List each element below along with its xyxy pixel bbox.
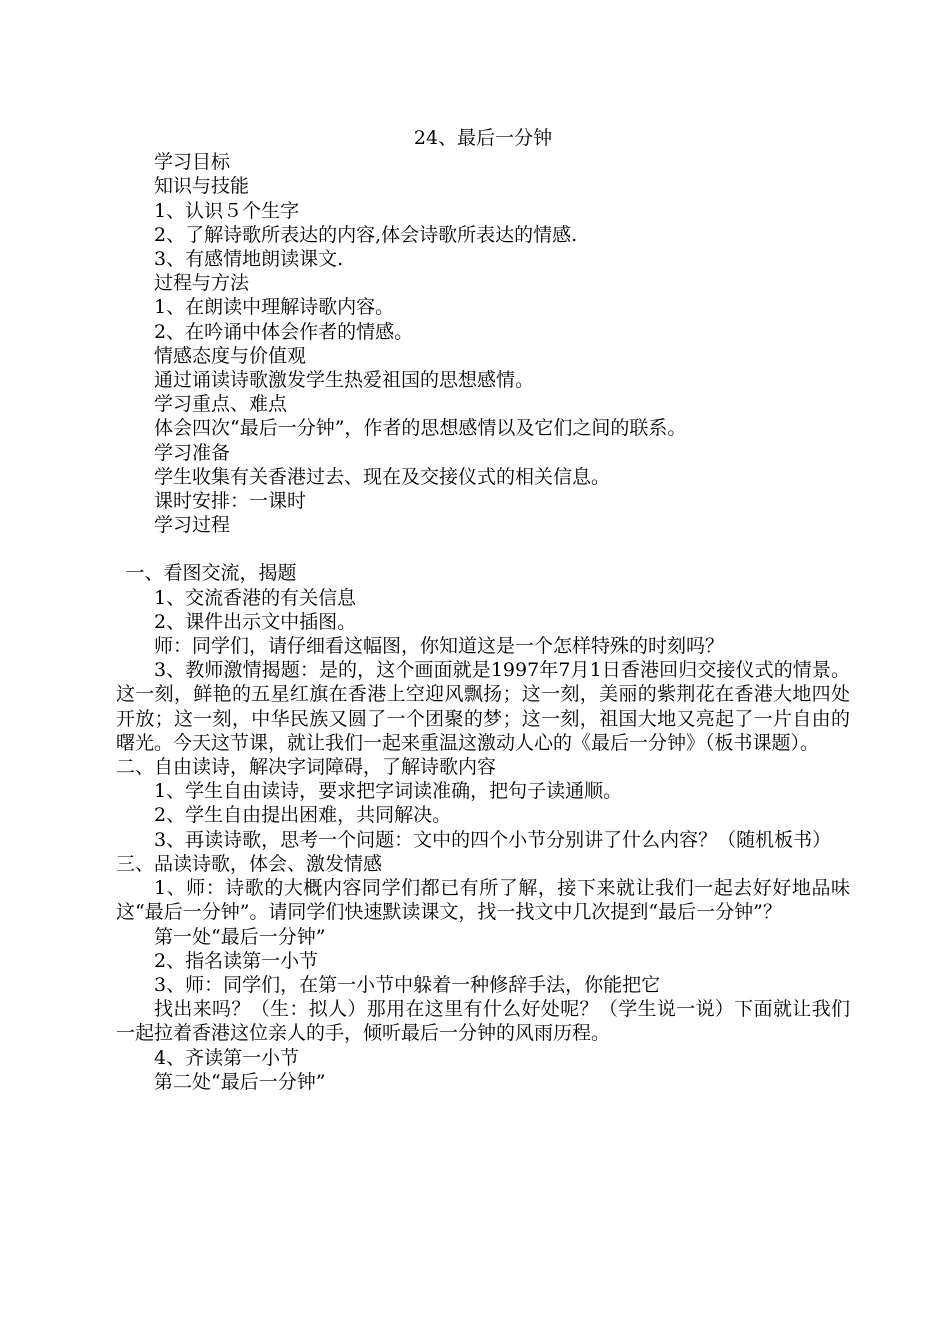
paragraph: 1、在朗读中理解诗歌内容。 [154, 296, 395, 319]
paragraph: 2、指名读第一小节 [154, 949, 319, 972]
paragraph: 学习过程 [154, 514, 231, 537]
paragraph: 1、师：诗歌的大概内容同学们都已有所了解，接下来就让我们一起去好好地品味这“最后一分钟”。请同学们快速默读课文，找一找文中几次提到“最后一分钟”？ [116, 877, 850, 924]
paragraph: 第二处“最后一分钟” [154, 1070, 326, 1093]
paragraph: 3、教师激情揭题：是的，这个画面就是1997年7月1日香港回归交接仪式的情景。这一刻，鲜艳的五星红旗在香港上空迎风飘扬；这一刻，美丽的紫荆花在香港大地四处开放；这一刻，中华民族又圆了一个团聚的梦；这一刻，祖国大地又亮起了一片自由的曙光。今天这节课，就让我们一起来重温这激动人心的《最后一分钟》（板书课题）。 [116, 659, 850, 754]
document-title: 24、最后一分钟 [413, 127, 553, 149]
paragraph: 找出来吗？（生：拟人）那用在这里有什么好处呢？（学生说一说）下面就让我们一起拉着香港这位亲人的手，倾听最后一分钟的风雨历程。 [116, 998, 850, 1045]
paragraph: 一、看图交流，揭题 [125, 562, 297, 585]
paragraph: 3、师：同学们，在第一小节中躲着一种修辞手法，你能把它 [154, 973, 661, 996]
paragraph: 体会四次“最后一分钟”，作者的思想感情以及它们之间的联系。 [154, 417, 687, 440]
paragraph: 1、认识５个生字 [154, 199, 300, 222]
paragraph: 学习重点、难点 [154, 393, 288, 416]
paragraph: 二、自由读诗，解决字词障碍，了解诗歌内容 [116, 756, 497, 779]
paragraph: 1、学生自由读诗，要求把字词读准确，把句子读通顺。 [154, 780, 623, 803]
paragraph: 学生收集有关香港过去、现在及交接仪式的相关信息。 [154, 465, 611, 488]
paragraph: 三、品读诗歌，体会、激发情感 [116, 852, 383, 875]
paragraph: 通过诵读诗歌激发学生热爱祖国的思想感情。 [154, 369, 535, 392]
paragraph: 3、再读诗歌，思考一个问题：文中的四个小节分别讲了什么内容？（随机板书） [154, 828, 832, 851]
paragraph: 第一处“最后一分钟” [154, 925, 326, 948]
paragraph: 2、了解诗歌所表达的内容,体会诗歌所表达的情感. [154, 223, 578, 246]
paragraph: 课时安排：一课时 [154, 490, 307, 513]
paragraph: 2、学生自由提出困难，共同解决。 [154, 804, 452, 827]
paragraph: 师：同学们，请仔细看这幅图，你知道这是一个怎样特殊的时刻吗？ [154, 635, 725, 658]
paragraph: 学习准备 [154, 441, 231, 464]
paragraph: 情感态度与价值观 [154, 344, 307, 367]
paragraph: 知识与技能 [154, 175, 250, 198]
paragraph: 3、有感情地朗读课文. [154, 248, 344, 271]
paragraph: 2、在吟诵中体会作者的情感。 [154, 320, 414, 343]
paragraph: 4、齐读第一小节 [154, 1046, 300, 1069]
paragraph: 1、交流香港的有关信息 [154, 586, 357, 609]
blank-line [116, 537, 850, 561]
document-body [116, 150, 850, 1094]
paragraph: 过程与方法 [154, 272, 250, 295]
document-page [116, 126, 850, 1094]
paragraph: 学习目标 [154, 151, 231, 174]
paragraph: 2、课件出示文中插图。 [154, 610, 357, 633]
